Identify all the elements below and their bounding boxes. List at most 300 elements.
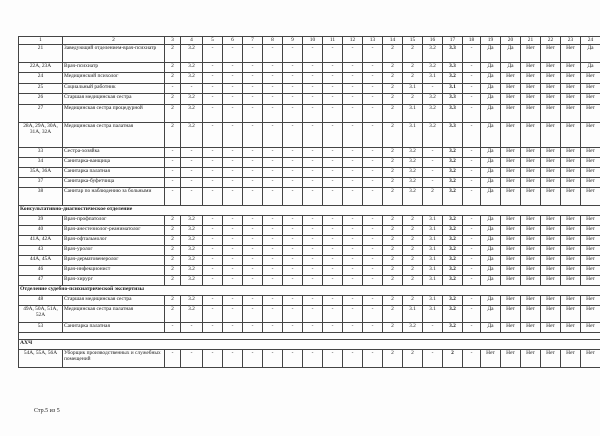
table-cell: - [263, 73, 283, 84]
table-cell: - [165, 323, 181, 333]
table-cell: 3.1 [423, 216, 443, 226]
table-cell: 3.2 [423, 123, 443, 148]
position-name: Санитарка палатная [63, 168, 165, 178]
table-cell: - [165, 148, 181, 158]
table-cell: - [165, 188, 181, 206]
table-cell: - [463, 216, 481, 226]
table-cell: Нет [501, 188, 521, 206]
table-cell: Да [481, 266, 501, 276]
table-cell: 2 [403, 73, 423, 84]
section-title: АХЧ [19, 340, 600, 350]
workplace-number: 47 [19, 276, 63, 286]
table-cell: - [263, 63, 283, 73]
table-cell: - [343, 63, 363, 73]
table-cell: - [363, 148, 383, 158]
table-cell: Нет [561, 266, 581, 276]
table-cell: 2 [165, 236, 181, 246]
workplace-number: 34 [19, 158, 63, 168]
section-title: Консультативно-диагностическое отделение [19, 206, 600, 216]
table-cell: - [343, 296, 363, 306]
table-cell: Нет [541, 256, 561, 266]
table-cell: - [303, 350, 323, 368]
table-cell: - [363, 158, 383, 168]
table-cell: Нет [501, 266, 521, 276]
table-cell: - [223, 246, 243, 256]
table-cell: - [363, 296, 383, 306]
table-cell: 2 [383, 323, 403, 333]
table-cell: 2 [383, 266, 403, 276]
position-name: Врач-дерматовенеролог [63, 256, 165, 266]
table-cell: - [323, 296, 343, 306]
workplace-number: 46 [19, 266, 63, 276]
position-name: Санитарка-ванщица [63, 158, 165, 168]
table-cell: Нет [581, 73, 600, 84]
table-cell: Нет [521, 246, 541, 256]
position-name: Медицинский психолог [63, 73, 165, 84]
table-cell: - [463, 45, 481, 63]
table-row [19, 276, 600, 286]
workplace-number: 35А, 36А [19, 168, 63, 178]
table-cell: - [203, 105, 223, 123]
table-cell: 3.1 [403, 306, 423, 323]
table-cell: Да [481, 323, 501, 333]
table-cell: Нет [561, 246, 581, 256]
table-cell: - [283, 63, 303, 73]
table-cell: 3.2 [403, 148, 423, 158]
table-cell: 2 [403, 45, 423, 63]
table-cell: - [263, 216, 283, 226]
table-row [19, 226, 600, 236]
table-cell: 3.2 [423, 94, 443, 105]
table-cell: Нет [521, 168, 541, 178]
table-cell: - [243, 276, 263, 286]
table-cell: 2 [165, 94, 181, 105]
workplace-number: 27 [19, 105, 63, 123]
table-cell: - [223, 266, 243, 276]
table-cell: 2 [403, 236, 423, 246]
table-cell: 3.2 [423, 45, 443, 63]
table-cell: - [463, 188, 481, 206]
table-cell: Да [481, 63, 501, 73]
table-cell: - [363, 246, 383, 256]
table-row [19, 323, 600, 333]
table-cell: 2 [165, 266, 181, 276]
table-cell: 3.2 [443, 256, 463, 266]
table-cell: - [243, 246, 263, 256]
table-cell: - [363, 216, 383, 226]
table-cell: 3.2 [443, 226, 463, 236]
section-row [19, 340, 600, 350]
workplace-number: 39 [19, 216, 63, 226]
table-cell: 2 [165, 73, 181, 84]
table-cell: - [223, 276, 243, 286]
table-cell: - [181, 168, 203, 178]
table-cell: Нет [581, 105, 600, 123]
table-cell: Нет [521, 266, 541, 276]
column-number: 7 [243, 37, 263, 45]
table-cell: - [283, 168, 303, 178]
position-name: Санитарка палатная [63, 323, 165, 333]
table-cell: 2 [383, 350, 403, 368]
table-cell: - [423, 350, 443, 368]
table-cell: - [243, 45, 263, 63]
table-cell: 3.1 [423, 256, 443, 266]
table-cell: 3.2 [181, 256, 203, 266]
table-cell: - [303, 246, 323, 256]
table-cell: Нет [561, 148, 581, 158]
table-cell: Нет [501, 323, 521, 333]
table-cell: Нет [521, 276, 541, 286]
table-cell: - [363, 236, 383, 246]
column-number: 4 [181, 37, 203, 45]
table-cell: Нет [501, 306, 521, 323]
table-cell: - [363, 94, 383, 105]
table-cell: Нет [541, 178, 561, 188]
table-cell: - [181, 323, 203, 333]
table-cell: - [283, 226, 303, 236]
table-row [19, 216, 600, 226]
table-cell: 2 [403, 216, 423, 226]
table-cell: 2 [165, 45, 181, 63]
table-cell: - [343, 105, 363, 123]
column-number: 8 [263, 37, 283, 45]
table-row [19, 350, 600, 368]
table-cell: 2 [383, 158, 403, 168]
table-cell: - [243, 188, 263, 206]
table-cell: - [283, 216, 303, 226]
table-cell: - [223, 123, 243, 148]
table-cell: - [363, 306, 383, 323]
table-cell: - [323, 168, 343, 178]
table-cell: - [263, 323, 283, 333]
table-cell: - [165, 178, 181, 188]
table-cell: - [363, 178, 383, 188]
table-cell: Нет [581, 323, 600, 333]
table-cell: Нет [521, 84, 541, 94]
table-cell: - [243, 73, 263, 84]
table-cell: - [223, 216, 243, 226]
table-cell: Да [481, 158, 501, 168]
table-cell: - [463, 94, 481, 105]
table-cell: - [223, 105, 243, 123]
table-cell: - [343, 188, 363, 206]
table-cell: Нет [501, 296, 521, 306]
workplace-number: 43 [19, 246, 63, 256]
position-name: Врач-хирург [63, 276, 165, 286]
table-cell: - [263, 84, 283, 94]
table-cell: Нет [561, 45, 581, 63]
workplace-number: 26 [19, 94, 63, 105]
table-cell: 2 [383, 45, 403, 63]
table-cell: - [203, 276, 223, 286]
table-cell: 3.2 [181, 73, 203, 84]
table-cell: Нет [561, 168, 581, 178]
table-cell: Нет [501, 276, 521, 286]
table-cell: - [343, 276, 363, 286]
table-cell: - [303, 105, 323, 123]
table-cell: 2 [403, 94, 423, 105]
table-cell: Да [481, 178, 501, 188]
table-cell: - [343, 266, 363, 276]
position-name: Медицинская сестра процедурной [63, 105, 165, 123]
table-cell: - [323, 73, 343, 84]
table-cell: 2 [165, 306, 181, 323]
table-cell: - [243, 296, 263, 306]
table-cell: - [323, 323, 343, 333]
table-cell: - [243, 350, 263, 368]
position-name: Медицинская сестра палатная [63, 306, 165, 323]
workplace-number: 41А, 42А [19, 236, 63, 246]
table-cell: Нет [521, 256, 541, 266]
table-row [19, 306, 600, 323]
workplace-number: 33 [19, 148, 63, 158]
table-cell: 3.2 [403, 323, 423, 333]
table-cell: - [323, 178, 343, 188]
table-cell: 2 [383, 296, 403, 306]
table-cell: - [323, 306, 343, 323]
workplace-number: 53 [19, 323, 63, 333]
table-cell: Да [481, 256, 501, 266]
table-cell: - [263, 158, 283, 168]
table-cell: - [203, 216, 223, 226]
table-cell: 3.2 [443, 158, 463, 168]
table-cell: Нет [541, 276, 561, 286]
table-cell: - [223, 73, 243, 84]
table-cell: - [463, 306, 481, 323]
table-cell: 3.3 [443, 123, 463, 148]
table-cell: - [283, 158, 303, 168]
table-cell: 2 [403, 276, 423, 286]
table-row [19, 84, 600, 94]
table-cell: - [223, 63, 243, 73]
table-cell: - [303, 158, 323, 168]
table-cell: 3.2 [181, 45, 203, 63]
table-cell: 3.2 [443, 323, 463, 333]
workplace-number: 21 [19, 45, 63, 63]
table-cell: 2 [403, 63, 423, 73]
table-row [19, 256, 600, 266]
table-cell: - [463, 266, 481, 276]
table-cell: Да [481, 168, 501, 178]
table-cell: Нет [581, 216, 600, 226]
column-number: 19 [481, 37, 501, 45]
table-cell: - [243, 105, 263, 123]
table-cell: Да [481, 94, 501, 105]
table-cell: 2 [165, 216, 181, 226]
table-cell: - [203, 188, 223, 206]
table-cell: 3.1 [423, 306, 443, 323]
table-cell: - [363, 63, 383, 73]
table-cell: - [203, 296, 223, 306]
position-name: Сестра-хозяйка [63, 148, 165, 158]
table-cell: 3.2 [181, 296, 203, 306]
table-cell: 3.1 [403, 84, 423, 94]
table-cell: 3.2 [443, 188, 463, 206]
table-cell: Нет [521, 94, 541, 105]
table-cell: 2 [403, 256, 423, 266]
table-cell: - [323, 148, 343, 158]
position-name: Заведующий отделением-врач-психиатр [63, 45, 165, 63]
table-cell: 3.1 [423, 226, 443, 236]
table-cell: - [203, 148, 223, 158]
table-cell: - [283, 73, 303, 84]
position-name: Врач-уролог [63, 246, 165, 256]
table-cell: 2 [383, 306, 403, 323]
table-cell: - [203, 178, 223, 188]
table-cell: 3.1 [423, 246, 443, 256]
table-cell: - [303, 63, 323, 73]
table-cell: - [223, 178, 243, 188]
table-cell: - [283, 188, 303, 206]
table-cell: Нет [561, 350, 581, 368]
table-cell: Да [481, 123, 501, 148]
table-cell: - [283, 84, 303, 94]
table-cell: 3.3 [443, 63, 463, 73]
table-cell: - [243, 266, 263, 276]
table-cell: Нет [501, 94, 521, 105]
table-cell: - [223, 350, 243, 368]
table-cell: Нет [561, 178, 581, 188]
table-cell: 2 [383, 188, 403, 206]
table-row [19, 158, 600, 168]
table-cell: Нет [561, 73, 581, 84]
column-number: 11 [323, 37, 343, 45]
table-cell: 3.2 [181, 216, 203, 226]
table-cell: 3.2 [181, 266, 203, 276]
working-conditions-table [18, 36, 600, 368]
column-number: 15 [403, 37, 423, 45]
table-cell: Нет [581, 84, 600, 94]
table-cell: Да [481, 306, 501, 323]
table-cell: Нет [541, 45, 561, 63]
workplace-number: 24 [19, 73, 63, 84]
table-cell: 2 [383, 84, 403, 94]
table-cell: Да [481, 84, 501, 94]
table-cell: Нет [501, 216, 521, 226]
table-cell: Нет [541, 123, 561, 148]
table-cell: Да [481, 246, 501, 256]
table-cell: Нет [521, 188, 541, 206]
table-cell: - [303, 45, 323, 63]
table-cell: Нет [581, 236, 600, 246]
table-cell: 2 [383, 94, 403, 105]
column-number: 13 [363, 37, 383, 45]
table-cell: - [223, 296, 243, 306]
table-cell: Да [481, 148, 501, 158]
table-cell: - [303, 266, 323, 276]
table-cell: - [223, 188, 243, 206]
table-cell: - [343, 158, 363, 168]
table-cell: Да [501, 45, 521, 63]
table-cell: - [463, 168, 481, 178]
table-cell: - [343, 226, 363, 236]
table-cell: - [363, 350, 383, 368]
table-cell: - [323, 226, 343, 236]
table-cell: - [463, 84, 481, 94]
table-cell: - [243, 236, 263, 246]
table-cell: 3.1 [423, 266, 443, 276]
table-cell: - [203, 266, 223, 276]
table-cell: Нет [561, 105, 581, 123]
table-cell: - [363, 276, 383, 286]
position-name: Старшая медицинская сестра [63, 296, 165, 306]
table-cell: - [223, 45, 243, 63]
table-cell: 2 [383, 73, 403, 84]
table-cell: 2 [383, 256, 403, 266]
table-cell: 2 [403, 350, 423, 368]
table-cell: - [363, 45, 383, 63]
table-cell: Да [481, 296, 501, 306]
table-cell: - [343, 45, 363, 63]
column-number: 5 [203, 37, 223, 45]
table-cell: - [263, 266, 283, 276]
table-cell: - [303, 178, 323, 188]
table-cell: - [323, 266, 343, 276]
table-cell: Нет [581, 158, 600, 168]
table-cell: - [363, 256, 383, 266]
table-cell: Нет [541, 73, 561, 84]
table-row [19, 123, 600, 148]
table-cell: Нет [561, 306, 581, 323]
table-cell: - [223, 323, 243, 333]
table-cell: - [303, 323, 323, 333]
table-cell: - [283, 123, 303, 148]
table-cell: Да [481, 236, 501, 246]
table-cell: 3.3 [443, 94, 463, 105]
table-cell: Нет [521, 148, 541, 158]
table-cell: - [343, 148, 363, 158]
table-cell: - [243, 323, 263, 333]
table-cell: Нет [541, 296, 561, 306]
position-name: Врач-офтальмолог [63, 236, 165, 246]
table-cell: - [463, 236, 481, 246]
table-cell: Нет [581, 226, 600, 236]
table-cell: - [423, 178, 443, 188]
table-cell: - [463, 158, 481, 168]
table-cell: 3.2 [443, 276, 463, 286]
table-cell: 2 [383, 226, 403, 236]
table-cell: 2 [383, 148, 403, 158]
table-cell: 2 [403, 296, 423, 306]
table-cell: - [423, 84, 443, 94]
workplace-number: 40 [19, 226, 63, 236]
table-cell: - [181, 178, 203, 188]
table-row [19, 178, 600, 188]
table-cell: Нет [541, 148, 561, 158]
column-number: 6 [223, 37, 243, 45]
table-cell: 2 [165, 63, 181, 73]
table-cell: - [203, 45, 223, 63]
table-cell: - [283, 94, 303, 105]
table-cell: - [463, 256, 481, 266]
table-cell: - [423, 148, 443, 158]
table-cell: - [323, 188, 343, 206]
table-cell: - [165, 84, 181, 94]
workplace-number: 22А, 23А [19, 63, 63, 73]
table-cell: - [303, 94, 323, 105]
table-cell: - [181, 84, 203, 94]
column-number: 1 [19, 37, 63, 45]
table-cell: - [203, 73, 223, 84]
table-row [19, 266, 600, 276]
position-name: Врач-профпатолог [63, 216, 165, 226]
table-cell: Нет [561, 256, 581, 266]
table-row [19, 236, 600, 246]
table-cell: - [283, 296, 303, 306]
table-cell: - [263, 123, 283, 148]
table-cell: - [463, 63, 481, 73]
table-cell: - [363, 105, 383, 123]
